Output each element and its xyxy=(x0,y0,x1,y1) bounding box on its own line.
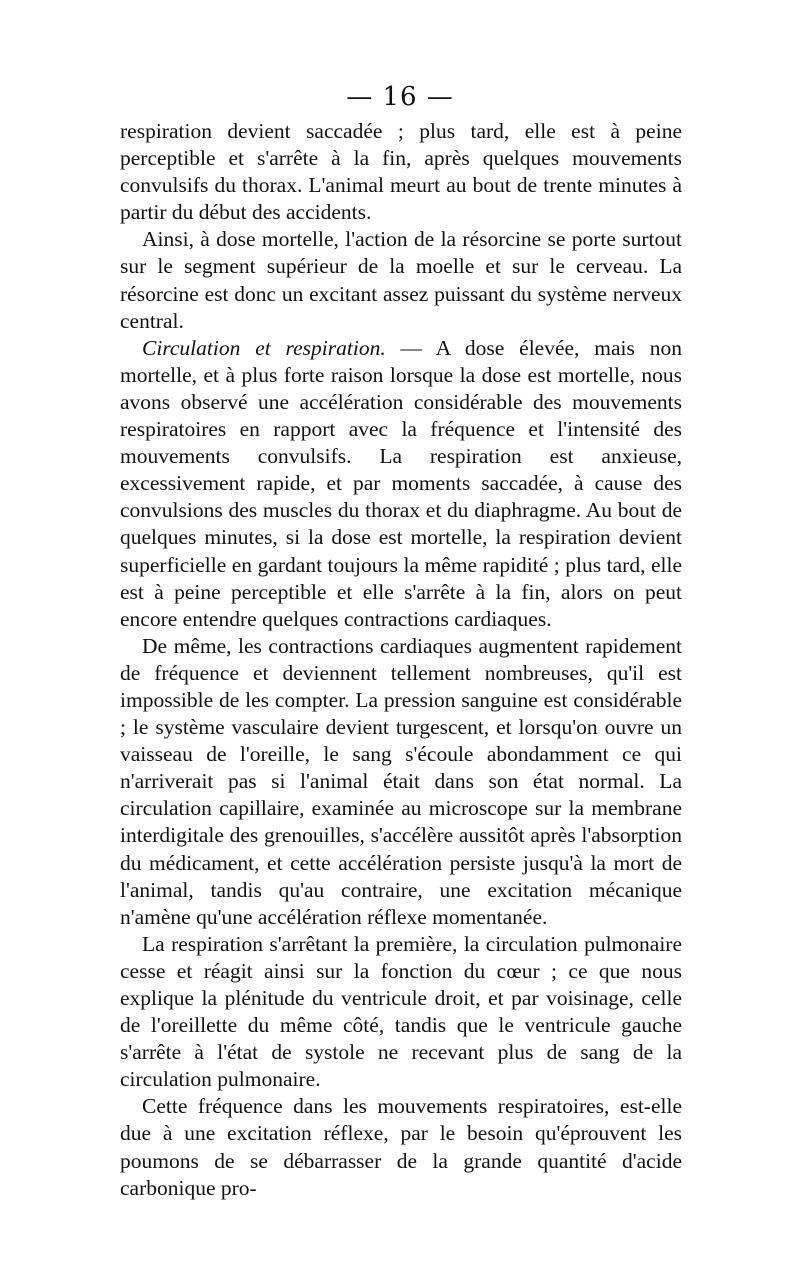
paragraph-circulation-body: — A dose élevée, mais non mortelle, et à plus forte raison lorsque la dose est mortelle, nous avons observé une accélération considérable des mouvements respiratoires en rapport avec la fréquence et l'intensité des mouvements convulsifs. La respiration est anxieuse, excessivement rapide, et par moments saccadée, à cause des convulsions des muscles du thorax et du diaphragme. Au bout de quelques minutes, si la dose est mortelle, la respiration devient superficielle en gardant toujours la même rapidité ; plus tard, elle est à peine perceptible et elle s'arrête à la fin, alors on peut encore entendre quelques contractions cardiaques. xyxy=(120,335,682,631)
page-number: — 16 — xyxy=(346,82,454,112)
paragraph-pulmonary: La respiration s'arrêtant la première, la circulation pulmonaire cesse et réagit ainsi sur la fonction du cœur ; ce que nous explique la plénitude du ventricule droit, et par voisinage, celle de l'oreillette du même côté, tandis que le ventricule gauche s'arrête à l'état de systole ne recevant plus de sang de la circulation pulmonaire. xyxy=(120,931,682,1092)
paragraph-frequency: Cette fréquence dans les mouvements respiratoires, est-elle due à une excitation réflexe, par le besoin qu'éprouvent les poumons de se débarrasser de la grande quantité d'acide carbonique pro- xyxy=(120,1094,682,1200)
paragraph-circulation-respiration xyxy=(120,335,682,633)
section-heading: Circulation et respiration. xyxy=(142,335,386,360)
body-text xyxy=(120,118,682,1202)
paragraph-resorcine-action: Ainsi, à dose mortelle, l'action de la résorcine se porte surtout sur le segment supérieur de la moelle et sur le cerveau. La résorcine est donc un excitant assez puissant du système nerveux central. xyxy=(120,227,682,333)
paragraph-cardiac: De même, les contractions cardiaques augmentent rapidement de fréquence et deviennent tellement nombreuses, qu'il est impossible de les compter. La pression sanguine est considérable ; le système vasculaire devient turgescent, et lorsqu'on ouvre un vaisseau de l'oreille, le sang s'écoule abondamment ce qui n'arriverait pas si l'animal était dans son état normal. La circulation capillaire, examinée au microscope sur la membrane interdigitale des grenouilles, s'accélère aussitôt après l'absorption du médicament, et cette accélération persiste jusqu'à la mort de l'animal, tandis qu'au contraire, une excitation mécanique n'amène qu'une accélération réflexe momentanée. xyxy=(120,633,682,929)
paragraph-continuation: respiration devient saccadée ; plus tard, elle est à peine perceptible et s'arrête à la fin, après quelques mouvements convulsifs du thorax. L'animal meurt au bout de trente minutes à partir du début des accidents. xyxy=(120,119,682,225)
